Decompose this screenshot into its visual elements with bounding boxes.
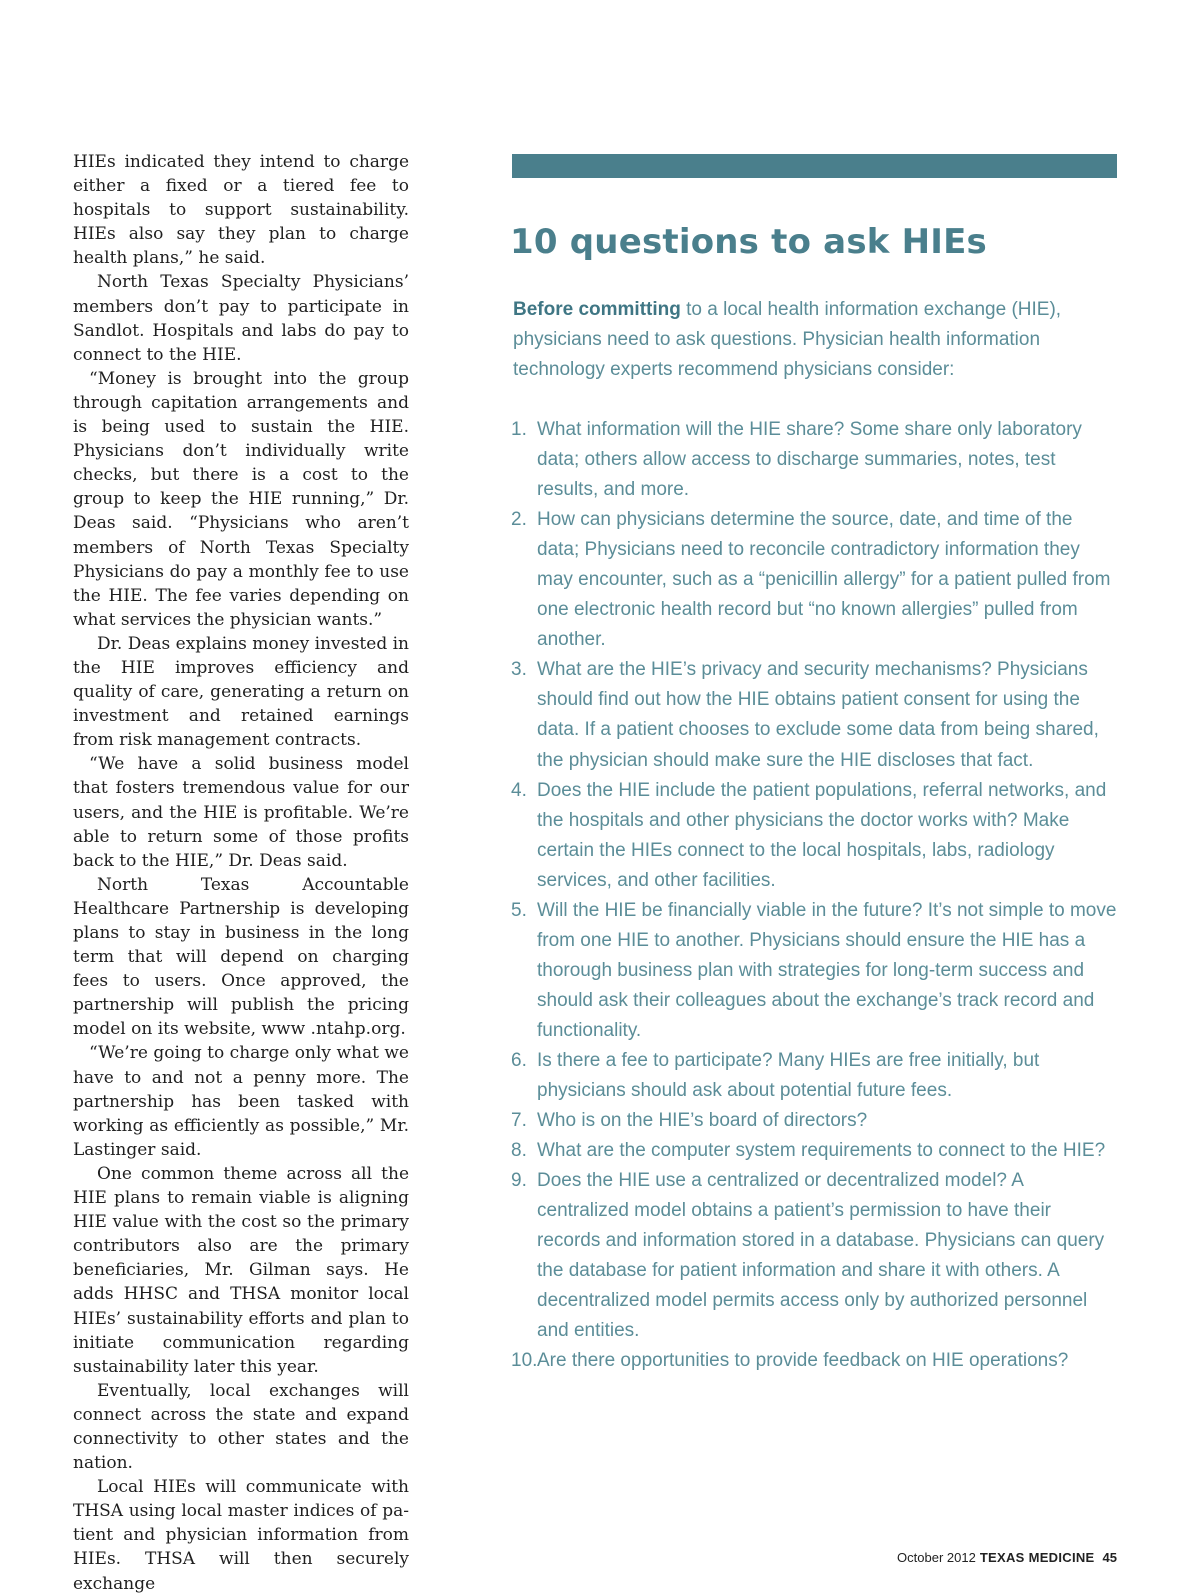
- question-item: [511, 655, 1119, 775]
- question-item: [511, 1136, 1119, 1166]
- question-number: 4.: [511, 779, 527, 801]
- question-item: [511, 1166, 1119, 1346]
- page-footer: [897, 1550, 1117, 1565]
- article-paragraph-4: Dr. Deas explains money invested in the HIE improves efficiency and quality of care, generating a return on investment and retained earnings from risk management contracts.: [73, 633, 409, 751]
- article-paragraph-3: “Money is brought into the group through capitation arrangements and is being used to sustain the HIE. Physicians don’t individually write checks, but there is a cost to the group to keep the HIE running,” Dr. Deas said. “Physicians who aren’t members of North Texas Specialty Physicians do pay a monthly fee to use the HIE. The fee varies depending on what services the physician wants.”: [73, 368, 409, 630]
- sidebar-intro-text: to a local health information exchange (HIE), physicians need to ask questions. Physician health information technology experts recommend physicians consider:: [513, 299, 1062, 380]
- article-paragraph-9: Eventually, local exchanges will connect across the state and expand connectivity to other states and the nation.: [73, 1380, 409, 1474]
- article-column: [73, 150, 409, 1596]
- question-text: What are the computer system requirements to connect to the HIE?: [537, 1140, 1106, 1162]
- question-text: Does the HIE use a centralized or decentralized model? A centralized model obtains a patient’s permission to have their records and information stored in a database. Physicians can query the database for patient information and share it with others. A decentralized model permits access only by authorized personnel and entities.: [537, 1170, 1105, 1342]
- question-number: 1.: [511, 419, 527, 440]
- question-text: How can physicians determine the source, date, and time of the data; Physicians need to reconcile contradictory information they may encounter, such as a “penicillin allergy” for a patient pulled from one electronic health record but “no known allergies” pulled from another.: [537, 509, 1111, 651]
- sidebar-header-bar: [512, 154, 1117, 178]
- question-text: What are the HIE’s privacy and security mechanisms? Physicians should find out how the HIE obtains patient consent for using the data. If a patient chooses to exclude some data from being shared, the physician should make sure the HIE discloses that fact.: [537, 659, 1099, 771]
- question-text: Does the HIE include the patient populations, referral networks, and the hospitals and other physicians the doctor works with? Make certain the HIEs connect to the local hospitals, labs, radiology services, and other facilities.: [537, 779, 1107, 891]
- question-text: Will the HIE be financially viable in the future? It’s not simple to move from one HIE to another. Physicians should ensure the HIE has a thorough business plan with strategies for long-term success and should ask their colleagues about the exchange’s track record and functionality.: [537, 899, 1117, 1041]
- question-item: [511, 1106, 1119, 1136]
- questions-list: [511, 415, 1119, 1377]
- article-paragraph-1: HIEs indicated they intend to charge either a fixed or a tiered fee to hospitals to support sustainability. HIEs also say they plan to charge health plans,” he said.: [73, 152, 409, 269]
- question-text: Is there a fee to participate? Many HIEs are free initially, but physicians should ask about potential future fees.: [537, 1049, 1040, 1102]
- article-paragraph-8: One common theme across all the HIE plans to remain viable is aligning HIE value with the cost so the primary contributors also are the primary beneficiaries, Mr. Gilman says. He adds HHSC and THSA monitor local HIEs’ sustainability efforts and plan to initiate communication regarding sustainability later this year.: [73, 1163, 409, 1377]
- question-item: [511, 776, 1119, 896]
- magazine-name: TEXAS MEDICINE: [979, 1550, 1095, 1565]
- page-number: 45: [1102, 1550, 1117, 1565]
- question-item: [511, 415, 1119, 505]
- question-item: [511, 1046, 1119, 1106]
- issue-date: October 2012: [897, 1550, 976, 1565]
- sidebar-intro-lead: Before committing: [513, 299, 681, 320]
- article-paragraph-7: “We’re going to charge only what we have to and not a penny more. The partnership has been tasked with working as efficiently as possible,” Mr. Lastinger said.: [73, 1043, 409, 1160]
- question-text: What information will the HIE share? Some share only laboratory data; others allow access to discharge summaries, notes, test results, and more.: [537, 419, 1082, 501]
- question-item: [511, 1346, 1119, 1376]
- article-paragraph-6: North Texas Accountable Healthcare Partnership is developing plans to stay in business in the long term that will depend on charging fees to users. Once approved, the partnership will publish the pricing model on its website, www .ntahp.org.: [73, 874, 409, 1040]
- question-number: 5.: [511, 899, 527, 921]
- question-text: Who is on the HIE’s board of directors?: [537, 1110, 868, 1132]
- question-item: [511, 505, 1119, 655]
- question-number: 7.: [511, 1110, 527, 1132]
- article-paragraph-5: “We have a solid business model that fosters tremendous value for our users, and the HIE is profitable. We’re able to return some of those profits back to the HIE,” Dr. Deas said.: [73, 754, 409, 871]
- sidebar-title: 10 questions to ask HIEs: [510, 222, 987, 262]
- question-number: 3.: [511, 659, 527, 681]
- sidebar-intro: [513, 295, 1117, 385]
- question-number: 9.: [511, 1170, 527, 1192]
- question-number: 2.: [511, 509, 527, 531]
- question-number: 6.: [511, 1049, 527, 1071]
- article-paragraph-2: North Texas Specialty Physicians’ members don’t pay to participate in Sandlot. Hospitals and labs do pay to connect to the HIE.: [73, 272, 409, 365]
- question-text: Are there opportunities to provide feedback on HIE operations?: [537, 1350, 1069, 1372]
- article-paragraph-10: Local HIEs will communicate with THSA using local master indices of patient and physician information from HIEs. THSA will then securely exchange: [73, 1477, 409, 1594]
- question-item: [511, 896, 1119, 1046]
- question-number: 10.: [511, 1350, 538, 1372]
- question-number: 8.: [511, 1140, 527, 1162]
